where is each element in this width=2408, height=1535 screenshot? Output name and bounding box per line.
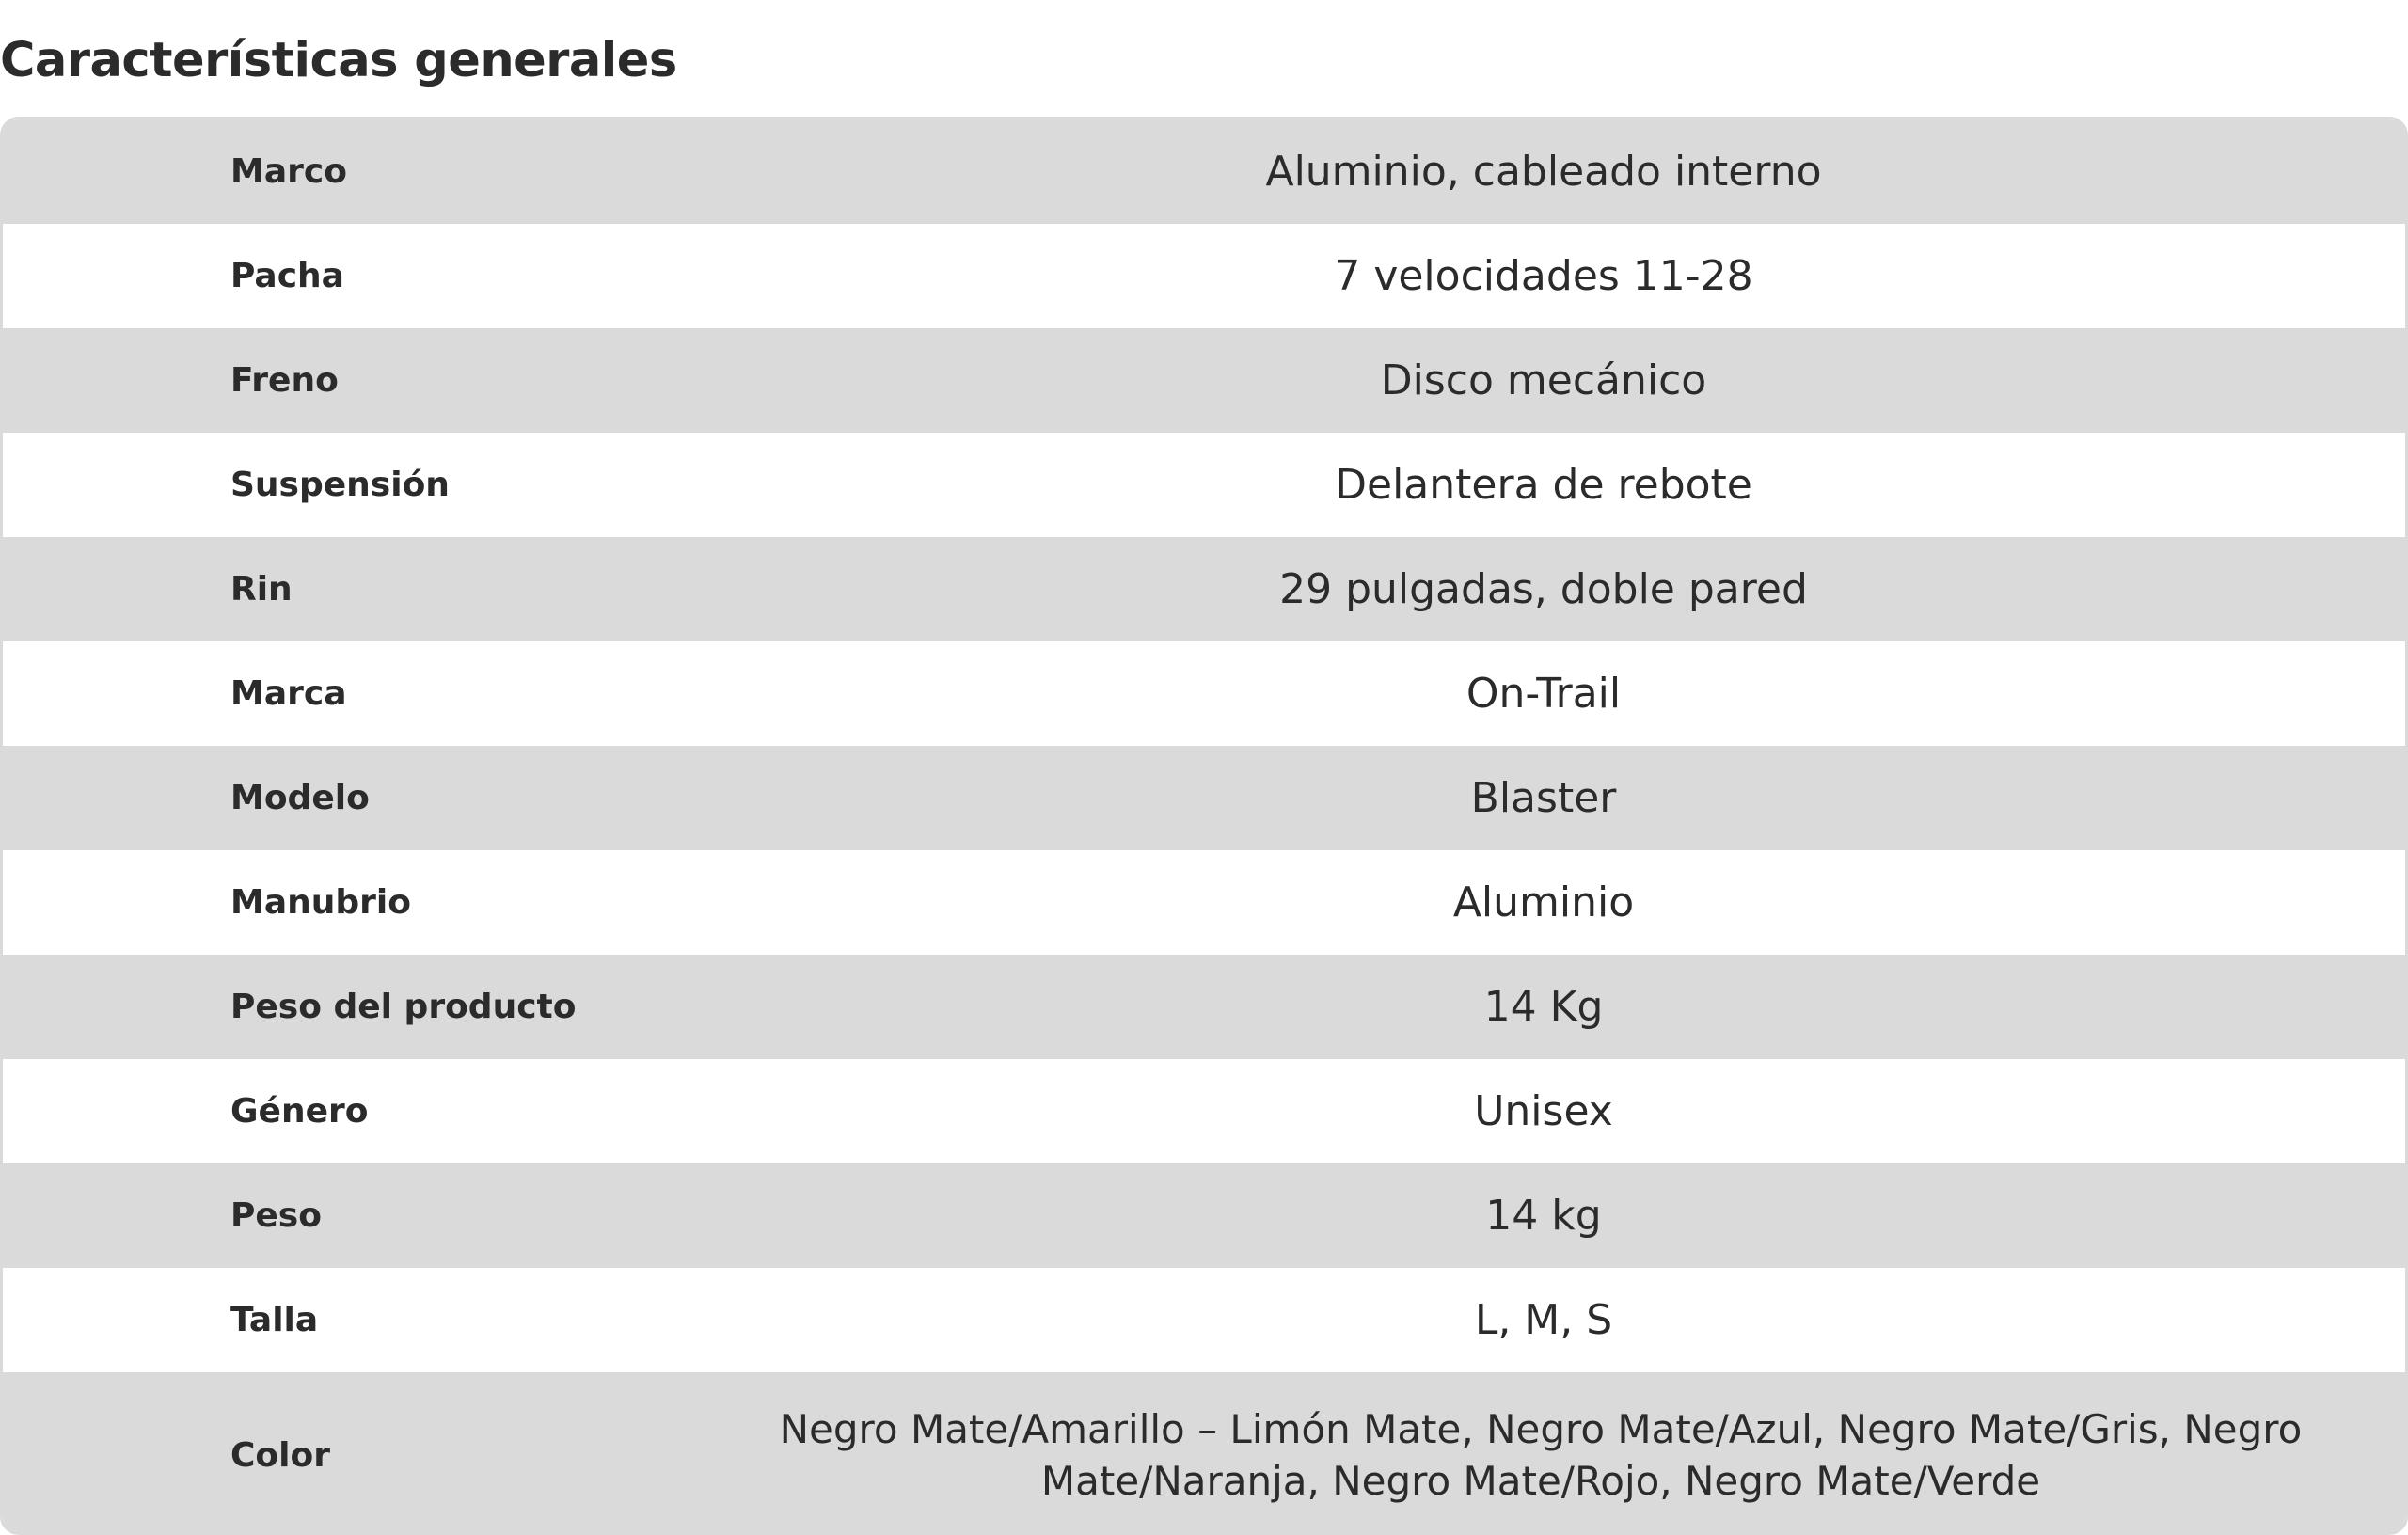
spec-row-freno — [3, 328, 2405, 433]
spec-row-marco — [3, 119, 2405, 224]
spec-row-suspension — [3, 433, 2405, 537]
spec-value: 14 Kg — [1483, 983, 1604, 1031]
spec-value: Disco mecánico — [1380, 356, 1707, 404]
spec-row-genero — [3, 1059, 2405, 1163]
spec-label: Color — [230, 1435, 330, 1475]
spec-label: Freno — [230, 361, 339, 400]
spec-value: Delantera de rebote — [1335, 461, 1752, 509]
spec-label: Género — [230, 1092, 369, 1131]
spec-value: L, M, S — [1474, 1296, 1613, 1344]
spec-value: 7 velocidades 11-28 — [1334, 252, 1753, 300]
spec-label: Peso del producto — [230, 988, 577, 1026]
spec-row-peso — [3, 1163, 2405, 1268]
spec-label: Talla — [230, 1301, 319, 1339]
specs-table — [0, 117, 2408, 1535]
spec-value: 29 pulgadas, doble pared — [1279, 565, 1808, 613]
spec-row-talla — [3, 1268, 2405, 1372]
spec-label: Manubrio — [230, 883, 411, 922]
spec-row-manubrio — [3, 850, 2405, 955]
spec-label: Marca — [230, 674, 347, 713]
spec-row-rin — [3, 537, 2405, 641]
spec-label: Suspensión — [230, 466, 450, 504]
spec-value: Blaster — [1470, 774, 1617, 822]
spec-value: 14 kg — [1485, 1192, 1602, 1240]
spec-label: Rin — [230, 570, 293, 609]
spec-label: Modelo — [230, 779, 370, 817]
spec-label: Peso — [230, 1196, 322, 1235]
spec-row-marca — [3, 641, 2405, 746]
spec-value: Unisex — [1474, 1087, 1613, 1135]
spec-row-color — [3, 1372, 2405, 1535]
spec-value: Aluminio, cableado interno — [1265, 148, 1822, 196]
spec-value: Aluminio — [1452, 878, 1635, 926]
section-title: Características generales — [0, 33, 677, 88]
spec-label: Marco — [230, 152, 347, 191]
spec-row-pacha — [3, 224, 2405, 328]
spec-value: On-Trail — [1465, 670, 1622, 718]
spec-row-modelo — [3, 746, 2405, 850]
spec-label: Pacha — [230, 257, 344, 295]
spec-row-peso-del-producto — [3, 955, 2405, 1059]
spec-value: Negro Mate/Amarillo – Limón Mate, Negro Mate/Azul, Negro Mate/Gris, Negro Mate/Naranja, Negro Mate/Rojo, Negro Mate/Verde — [779, 1406, 2303, 1504]
